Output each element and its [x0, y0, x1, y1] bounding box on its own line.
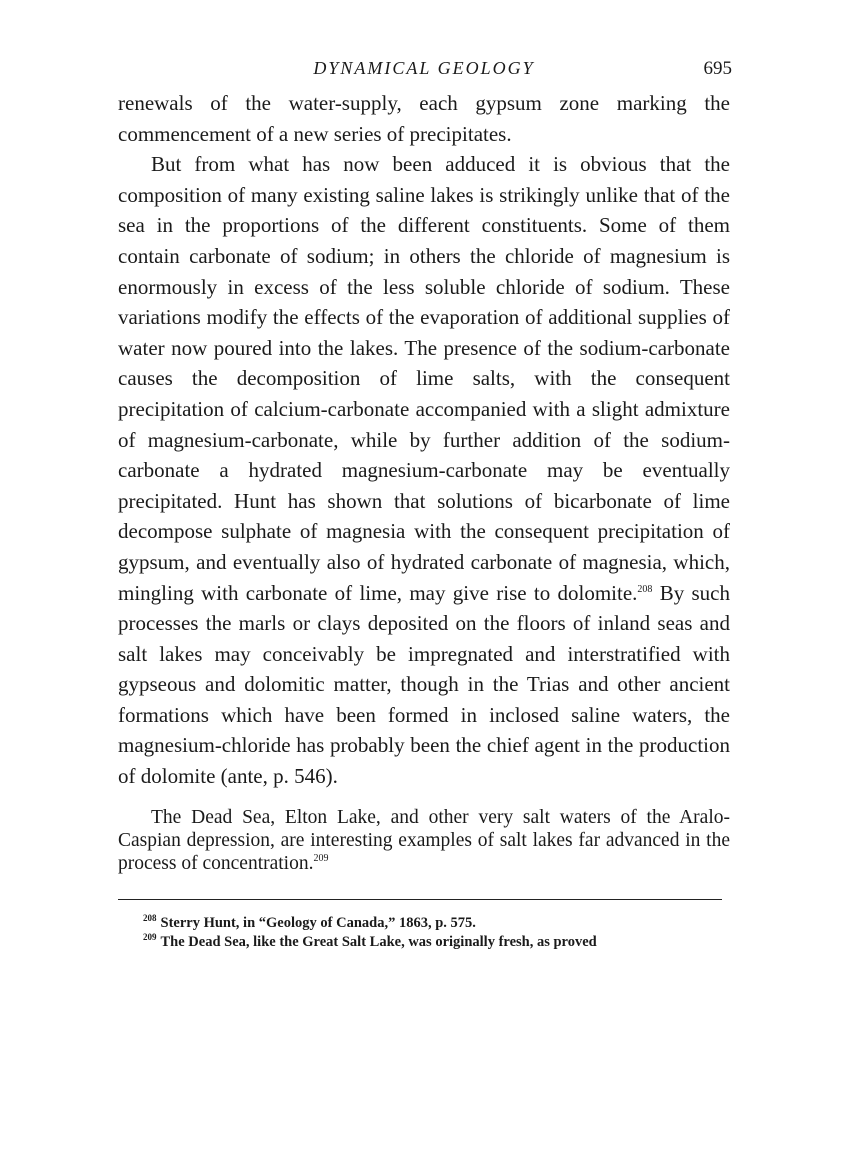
footnote-text: The Dead Sea, like the Great Salt Lake, was originally fresh, as proved	[160, 933, 597, 950]
small-paragraph	[118, 806, 730, 875]
footnote	[143, 914, 730, 933]
footnote-number: 209	[143, 931, 157, 942]
paragraph-text: renewals of the water-supply, each gypsum zone marking the commencement of a new series of precipitates.	[118, 91, 730, 146]
page-header	[118, 58, 730, 88]
book-page	[118, 58, 730, 952]
paragraph-text: But from what has now been adduced it is obvious that the composition of many existing saline lakes is strikingly unlike that of the sea in the proportions of the different constituents. Some of them contain carbonate of sodium; in others the chloride of magnesium is enormously in excess of the less soluble chloride of sodium. These variations modify the effects of the evaporation of additional supplies of water now poured into the lakes. The presence of the sodium-carbonate causes the decomposition of lime salts, with the consequent precipitation of calcium-carbonate accompanied with a slight admixture of magnesium-carbonate, while by further addition of the sodium-carbonate a hydrated magnesium-carbonate may be eventually precipitated. Hunt has shown that solutions of bicarbonate of lime decompose sulphate of magnesia with the consequent precipitation of gypsum, and eventually also of hydrated carbonate of magnesia, which, mingling with carbonate of lime, may give rise to dolomite.	[118, 152, 730, 605]
footnote-text: Sterry Hunt, in “Geology of Canada,” 1863, p. 575.	[160, 914, 476, 931]
footnote-reference: 209	[313, 852, 329, 864]
small-print-section	[118, 806, 730, 875]
paragraph-text: By such processes the marls or clays deposited on the floors of inland seas and salt lakes may conceivably be impregnated and interstratified with gypseous and dolomitic matter, though in the Trias and other ancient formations which have been formed in inclosed saline waters, the magnesium-chloride has probably been the chief agent in the production of dolomite (ante, p. 546).	[118, 580, 730, 789]
page-number: 695	[703, 58, 732, 79]
footnote-reference: 208	[637, 583, 653, 595]
paragraph-continued	[118, 88, 730, 149]
body-text	[118, 88, 730, 792]
footnote-divider	[118, 899, 722, 900]
small-paragraph-text: The Dead Sea, Elton Lake, and other very salt waters of the Aralo-Caspian depression, are interesting examples of salt lakes far advanced in the process of concentration.	[118, 806, 730, 874]
paragraph	[118, 149, 730, 791]
footnote	[143, 933, 730, 952]
footnotes	[118, 914, 730, 952]
running-title: DYNAMICAL GEOLOGY	[313, 58, 535, 78]
footnote-number: 208	[143, 912, 157, 923]
